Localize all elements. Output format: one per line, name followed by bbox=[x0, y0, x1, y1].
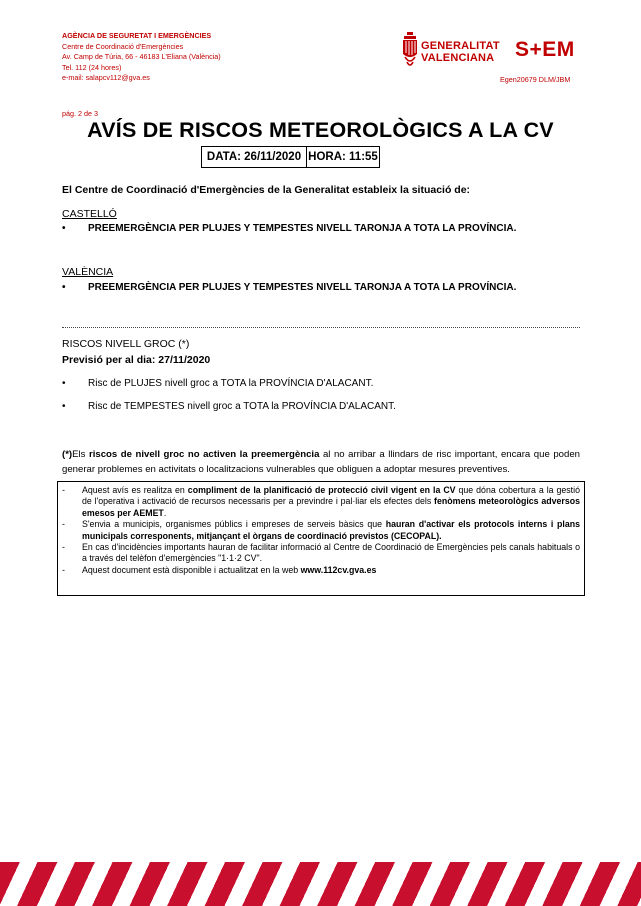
note-text-2: al no arribar a llindars de risc important, encara que poden generar problemes en activitats o localitzacions vulnerables que obliguen a adoptar mesures preventives. bbox=[62, 449, 580, 475]
region-castello: CASTELLÓ bbox=[62, 208, 117, 220]
castello-alert: PREEMERGÈNCIA PER PLUJES Y TEMPESTES NIVELL TARONJA A TOTA LA PROVÍNCIA. bbox=[88, 223, 517, 234]
header-contact bbox=[62, 31, 221, 84]
box-text: . bbox=[163, 507, 167, 518]
bullet-icon: • bbox=[62, 282, 66, 293]
yellow-heading: RISCOS NIVELL GROC (*) bbox=[62, 338, 190, 350]
gva-line1: GENERALITAT bbox=[421, 40, 500, 52]
note-star: (*) bbox=[62, 449, 73, 460]
time-label: HORA: 11:55 bbox=[308, 151, 378, 163]
dash-icon: - bbox=[62, 542, 65, 553]
note-text-1: Els bbox=[72, 449, 89, 460]
hazard-stripe bbox=[0, 862, 641, 906]
box-text: En cas d'incidències importants hauran de facilitar informació al Centre de Coordinació de Emergències pels canals habituals o a través del telèfon d'emergències "1·1·2 CV". bbox=[82, 542, 580, 564]
box-text: que dóna cobertura a la gestió de l'operativa i activació de recursos necessaris per a previndre i pal·liar els efectes dels bbox=[82, 485, 580, 507]
box-text: Aquest avís es realitza en bbox=[82, 485, 188, 495]
list-item bbox=[62, 565, 580, 576]
box-bold: compliment de la planificació de protecció civil vigent en la CV bbox=[187, 485, 456, 495]
valencia-alert: PREEMERGÈNCIA PER PLUJES Y TEMPESTES NIVELL TARONJA A TOTA LA PROVÍNCIA. bbox=[88, 282, 517, 293]
box-bold: fenòmens meteorològics adversos emesos per AEMET bbox=[82, 496, 580, 518]
generalitat-crest-icon bbox=[401, 32, 419, 70]
dash-icon: - bbox=[62, 564, 65, 575]
yellow-item-storms: Risc de TEMPESTES nivell groc a TOTA la PROVÍNCIA D'ALACANT. bbox=[88, 401, 396, 412]
page-number: pág. 2 de 3 bbox=[62, 109, 98, 118]
gva-line2: VALENCIANA bbox=[421, 51, 495, 64]
yellow-note bbox=[62, 447, 580, 477]
divider bbox=[62, 327, 580, 328]
box-bold: hauran d'activar els protocols interns i plans municipals corresponents, mitjançant el òrgans de coordinació previstos (CECOPAL). bbox=[82, 519, 580, 541]
date-label: DATA: 26/11/2020 bbox=[202, 147, 307, 167]
list-item bbox=[62, 542, 580, 565]
list-item bbox=[62, 378, 373, 389]
sem-logo: S+EM bbox=[515, 38, 575, 61]
agency-name: AGÈNCIA DE SEGURETAT I EMERGÈNCIES bbox=[62, 31, 212, 40]
yellow-item-rain: Risc de PLUJES nivell groc a TOTA la PROVÍNCIA D'ALACANT. bbox=[88, 378, 374, 389]
list-item bbox=[62, 401, 396, 412]
dash-icon: - bbox=[62, 519, 65, 530]
bullet-icon: • bbox=[62, 223, 66, 234]
list-item bbox=[62, 485, 580, 519]
address: Av. Camp de Túria, 66 - 46183 L'Eliana (València) bbox=[62, 52, 221, 62]
website-link[interactable]: www.112cv.gva.es bbox=[300, 564, 377, 575]
info-box bbox=[57, 481, 585, 596]
dash-icon: - bbox=[62, 485, 65, 495]
box-text: S'envia a municipis, organismes públics i empreses de serveis bàsics que bbox=[82, 519, 386, 530]
bullet-icon: • bbox=[62, 378, 66, 389]
list-item bbox=[62, 282, 516, 293]
bullet-icon: • bbox=[62, 401, 66, 412]
document-reference: Egen20679 DLM/JBM bbox=[500, 75, 571, 84]
phone: Tel. 112 (24 hores) bbox=[62, 62, 122, 72]
email: e-mail: salapcv112@gva.es bbox=[62, 73, 150, 83]
date-time-box bbox=[201, 146, 380, 168]
center-name: Centre de Coordinació d'Emergències bbox=[62, 41, 184, 51]
generalitat-logo-text bbox=[421, 41, 500, 64]
list-item bbox=[62, 519, 580, 542]
forecast-date: Previsió per al dia: 27/11/2020 bbox=[62, 354, 211, 366]
region-valencia: VALÈNCIA bbox=[62, 266, 114, 278]
note-bold: riscos de nivell groc no activen la preemergència bbox=[88, 449, 320, 460]
page-title: AVÍS DE RISCOS METEOROLÒGICS A LA CV bbox=[87, 118, 554, 142]
box-text: Aquest document està disponible i actualitzat en la web bbox=[82, 564, 301, 575]
list-item bbox=[62, 223, 516, 234]
intro-text: El Centre de Coordinació d'Emergències de la Generalitat estableix la situació de: bbox=[62, 184, 471, 196]
